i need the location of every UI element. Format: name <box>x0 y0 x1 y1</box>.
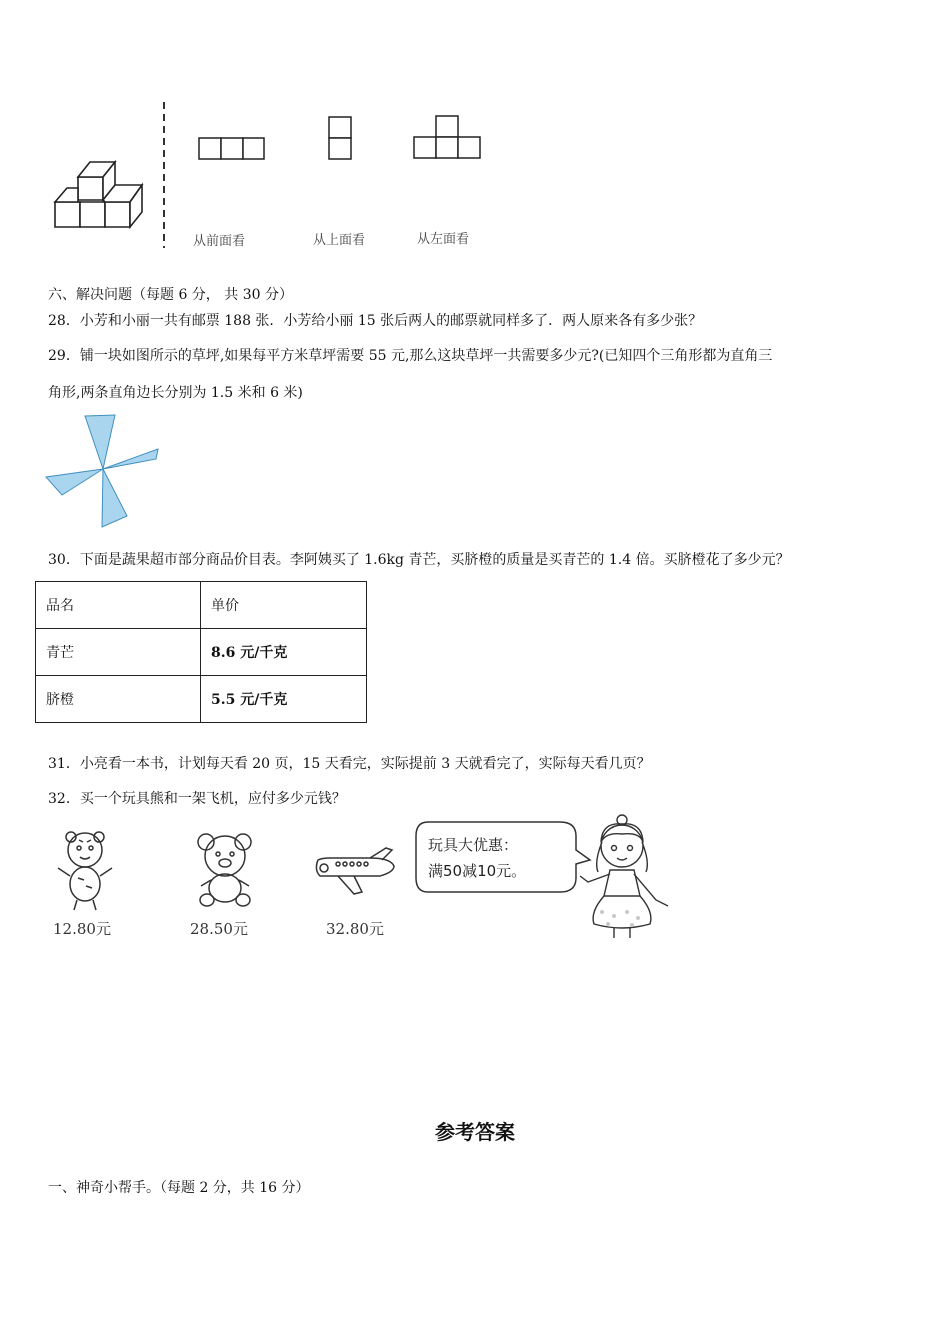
table-cell: 5.5 元/千克 <box>201 676 367 723</box>
front-view-shape <box>198 137 266 161</box>
promo-speech-bubble <box>412 818 592 898</box>
top-view-shape <box>328 116 354 162</box>
header-cell-price: 单价 <box>201 582 367 629</box>
bear-price: 28.50元 <box>190 920 248 938</box>
table-cell: 脐橙 <box>36 676 201 723</box>
price-table <box>35 581 367 723</box>
top-view-label: 从上面看 <box>313 233 366 248</box>
section6-heading: 六、解决问题（每题 6 分， 共 30 分） <box>48 287 293 303</box>
girl-illustration <box>572 812 672 940</box>
table-cell: 青芒 <box>36 629 201 676</box>
pinwheel-lawn-figure <box>40 410 165 532</box>
question-29-line1: 29．铺一块如图所示的草坪,如果每平方米草坪需要 55 元,那么这块草坪一共需要多少元?(已知四个三角形都为直角三 <box>48 348 773 364</box>
table-header-row <box>36 582 367 629</box>
question-31: 31．小亮看一本书，计划每天看 20 页，15 天看完，实际提前 3 天就看完了，实际每天看几页？ <box>48 756 651 772</box>
bubble-line1: 玩具大优惠： <box>428 836 519 854</box>
header-cell-name: 品名 <box>36 582 201 629</box>
left-view-shape <box>413 115 483 161</box>
dashed-divider <box>160 102 168 248</box>
teddy-bear-icon <box>193 830 258 910</box>
table-row <box>36 676 367 723</box>
question-28: 28．小芳和小丽一共有邮票 188 张．小芳给小丽 15 张后两人的邮票就同样多了．两人原来各有多少张？ <box>48 313 703 329</box>
tiger-toy-icon <box>50 828 120 913</box>
bubble-line2: 满50减10元。 <box>428 862 527 880</box>
airplane-price: 32.80元 <box>326 920 384 938</box>
table-row <box>36 629 367 676</box>
question-30: 30．下面是蔬果超市部分商品价目表。李阿姨买了 1.6kg 青芒，买脐橙的质量是买青芒的 1.4 倍。买脐橙花了多少元？ <box>48 552 790 568</box>
front-view-label: 从前面看 <box>193 234 246 249</box>
question-29-line2: 角形,两条直角边长分别为 1.5 米和 6 米) <box>48 385 303 401</box>
answer-title: 参考答案 <box>435 1120 515 1144</box>
left-view-label: 从左面看 <box>417 232 470 247</box>
table-cell: 8.6 元/千克 <box>201 629 367 676</box>
cube-stack-figure <box>50 150 155 232</box>
question-32: 32．买一个玩具熊和一架飞机，应付多少元钱？ <box>48 791 346 807</box>
answer-section1-heading: 一、神奇小帮手。（每题 2 分，共 16 分） <box>48 1180 310 1196</box>
airplane-toy-icon <box>310 842 400 897</box>
tiger-price: 12.80元 <box>53 920 111 938</box>
